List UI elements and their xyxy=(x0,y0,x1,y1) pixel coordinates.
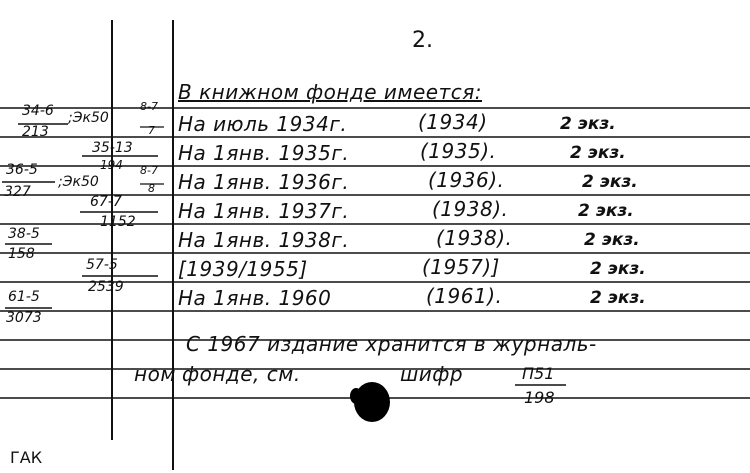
holding-entry-year: (1938). xyxy=(432,197,509,221)
ink-blot xyxy=(350,388,362,404)
cipher-label: шифр xyxy=(400,362,464,386)
holding-entry-copies: 2 экз. xyxy=(578,201,634,221)
holding-entry-text: На 1янв. 1935г. xyxy=(178,141,350,165)
holding-entry-copies: 2 экз. xyxy=(582,172,638,192)
margin-note: 194 xyxy=(100,158,123,172)
holding-entry-text: [1939/1955] xyxy=(178,257,308,281)
holding-entry-copies: 2 экз. xyxy=(590,259,646,279)
margin-note: 57-5 xyxy=(86,257,118,273)
holding-entry-year: (1935). xyxy=(420,139,497,163)
margin-note: ;Эк50 xyxy=(58,174,99,190)
holding-entry-year: (1936). xyxy=(428,168,505,192)
holdings-heading: В книжном фонде имеется: xyxy=(178,80,483,104)
holding-entry-year: (1934) xyxy=(418,110,488,134)
holding-entry-copies: 2 экз. xyxy=(590,288,646,308)
holding-entry-text: На 1янв. 1938г. xyxy=(178,228,350,252)
margin-note: 213 xyxy=(22,124,49,140)
margin-note: 3073 xyxy=(6,310,42,326)
cipher-denominator: 198 xyxy=(524,388,555,407)
holding-entry-text: На июль 1934г. xyxy=(178,112,348,136)
holding-entry-year: (1938). xyxy=(436,226,513,250)
margin-note: 8-7 xyxy=(140,100,158,113)
margin-note: ;Эк50 xyxy=(68,110,109,126)
margin-note: 158 xyxy=(8,246,35,262)
margin-note: 38-5 xyxy=(8,226,40,242)
cipher-numerator: П51 xyxy=(522,364,555,383)
holding-entry-copies: 2 экз. xyxy=(570,143,626,163)
holding-entry-text: На 1янв. 1960 xyxy=(178,286,332,310)
holding-entry-text: На 1янв. 1936г. xyxy=(178,170,350,194)
holding-entry-text: На 1янв. 1937г. xyxy=(178,199,350,223)
margin-note: 327 xyxy=(4,184,31,200)
journal-fund-note: С 1967 издание хранится в журналь- xyxy=(186,332,597,356)
holding-entry-year: (1957)] xyxy=(422,255,500,279)
margin-note: 7 xyxy=(148,124,155,137)
margin-note: 67-7 xyxy=(90,194,122,210)
margin-note: 61-5 xyxy=(8,289,40,305)
margin-note: 36-5 xyxy=(6,162,38,178)
margin-note: 34-6 xyxy=(22,103,54,119)
journal-fund-see: фонде, см. xyxy=(182,362,301,386)
margin-note: 8 xyxy=(148,182,155,195)
margin-note: 2539 xyxy=(88,279,124,295)
page-number: 2. xyxy=(412,28,433,53)
margin-note: 8-7 xyxy=(140,164,158,177)
holding-entry-year: (1961). xyxy=(426,284,503,308)
footer-stamp: ГАК xyxy=(10,448,43,467)
margin-note: 35-13 xyxy=(92,140,133,156)
margin-note: 1152 xyxy=(100,214,136,230)
holding-entry-copies: 2 экз. xyxy=(560,114,616,134)
holding-entry-copies: 2 экз. xyxy=(584,230,640,250)
journal-fund-note-continuation: ном xyxy=(134,362,176,386)
